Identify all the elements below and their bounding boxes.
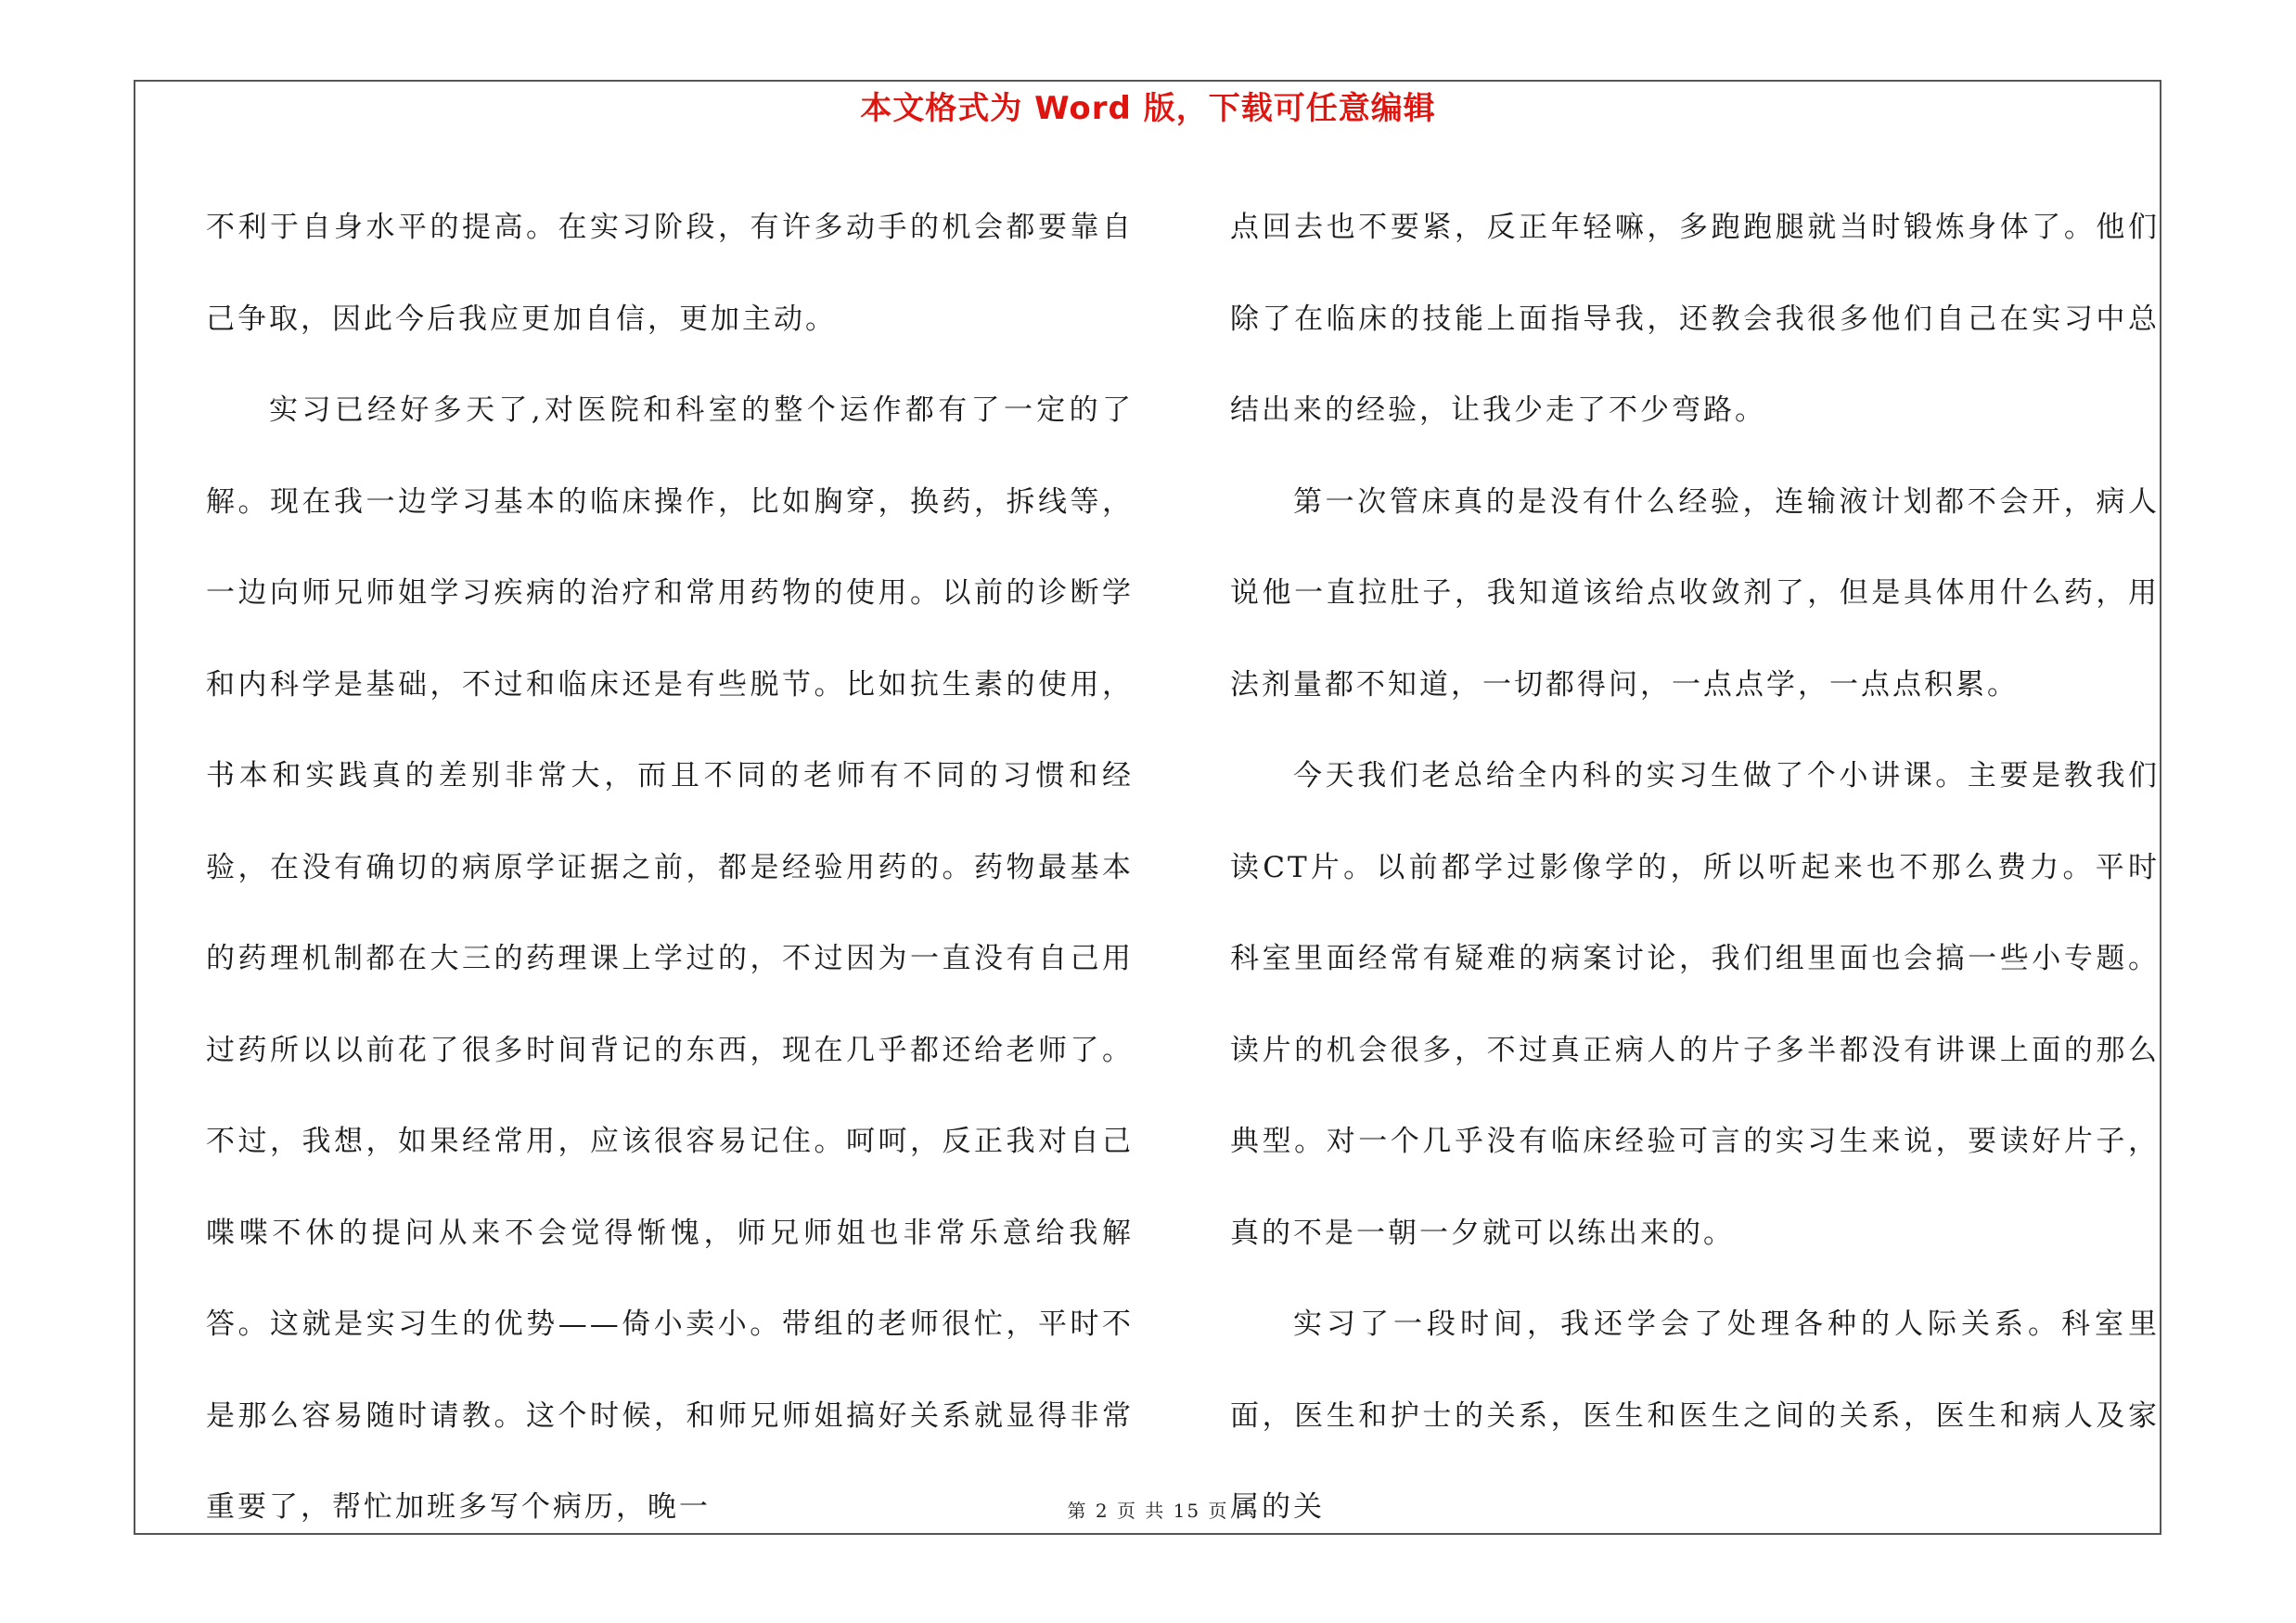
paragraph: 不利于自身水平的提高。在实习阶段，有许多动手的机会都要靠自己争取，因此今后我应更加自信，更加主动。 (206, 211, 1134, 336)
paragraph: 实习了一段时间，我还学会了处理各种的人际关系。科室里面，医生和护士的关系，医生和医生之间的关系，医生和病人及家属的关 (1230, 1307, 2160, 1524)
paragraph: 点回去也不要紧，反正年轻嘛，多跑跑腿就当时锻炼身体了。他们除了在临床的技能上面指导我，还教会我很多他们自己在实习中总结出来的经验，让我少走了不少弯路。 (1230, 211, 2160, 427)
right-column (1230, 182, 2160, 1553)
paragraph: 今天我们老总给全内科的实习生做了个小讲课。主要是教我们读CT片。以前都学过影像学的，所以听起来也不那么费力。平时科室里面经常有疑难的病案讨论，我们组里面也会搞一些小专题。读片的机会很多，不过真正病人的片子多半都没有讲课上面的那么典型。对一个几乎没有临床经验可言的实习生来说，要读好片子，真的不是一朝一夕就可以练出来的。 (1230, 759, 2160, 1250)
page-number: 第 2 页 共 15 页 (1067, 1500, 1229, 1522)
header-banner: 本文格式为 Word 版，下载可任意编辑 (860, 90, 1436, 127)
paragraph: 实习已经好多天了,对医院和科室的整个运作都有了一定的了解。现在我一边学习基本的临床操作，比如胸穿，换药，拆线等，一边向师兄师姐学习疾病的治疗和常用药物的使用。以前的诊断学和内科学是基础，不过和临床还是有些脱节。比如抗生素的使用，书本和实践真的差别非常大，而且不同的老师有不同的习惯和经验，在没有确切的病原学证据之前，都是经验用药的。药物最基本的药理机制都在大三的药理课上学过的，不过因为一直没有自己用过药所以以前花了很多时间背记的东西，现在几乎都还给老师了。不过，我想，如果经常用，应该很容易记住。呵呵，反正我对自己喋喋不休的提问从来不会觉得惭愧，师兄师姐也非常乐意给我解答。这就是实习生的优势——倚小卖小。带组的老师很忙，平时不是那么容易随时请教。这个时候，和师兄师姐搞好关系就显得非常重要了，帮忙加班多写个病历，晚一 (206, 393, 1134, 1524)
left-column (206, 182, 1134, 1553)
paragraph: 第一次管床真的是没有什么经验，连输液计划都不会开，病人说他一直拉肚子，我知道该给点收敛剂了，但是具体用什么药，用法剂量都不知道，一切都得问，一点点学，一点点积累。 (1230, 484, 2160, 702)
